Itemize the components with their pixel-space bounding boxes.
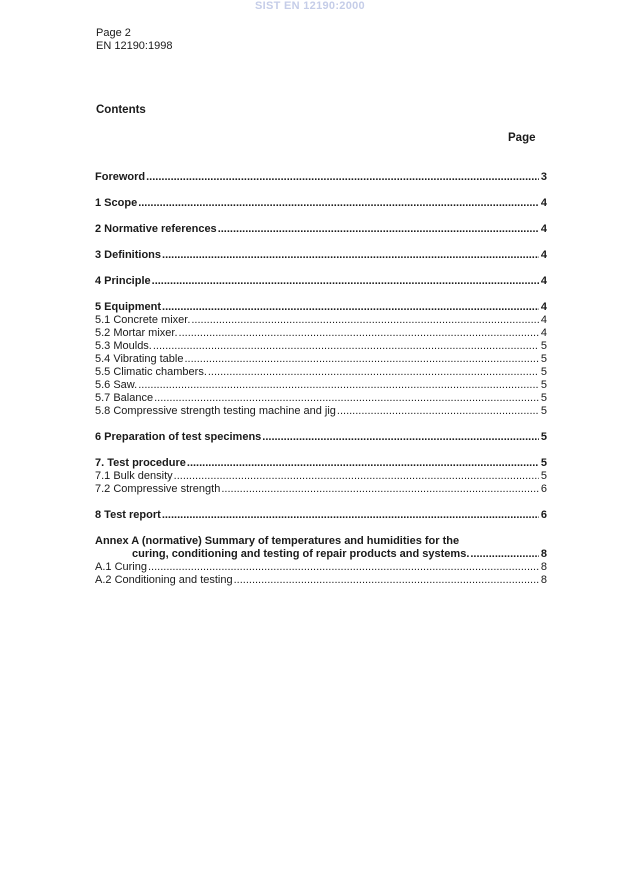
toc-label: 7. Test procedure xyxy=(95,457,186,469)
toc-page: 5 xyxy=(540,353,547,365)
toc-subentry[interactable] xyxy=(95,366,547,379)
table-of-contents xyxy=(95,171,547,587)
toc-page: 4 xyxy=(540,223,547,235)
toc-page: 5 xyxy=(540,340,547,352)
toc-subentry[interactable] xyxy=(95,574,547,587)
toc-page: 6 xyxy=(540,509,547,521)
toc-label: A.1 Curing xyxy=(95,561,147,573)
toc-page: 3 xyxy=(540,171,547,183)
toc-entry-equipment[interactable] xyxy=(95,301,547,314)
toc-label: 5.1 Concrete mixer. xyxy=(95,314,191,326)
toc-label: 7.1 Bulk density xyxy=(95,470,173,482)
toc-entry-definitions[interactable] xyxy=(95,249,547,262)
toc-entry-principle[interactable] xyxy=(95,275,547,288)
toc-label: 5.6 Saw. xyxy=(95,379,138,391)
toc-entry-preparation[interactable] xyxy=(95,431,547,444)
toc-page: 6 xyxy=(540,483,547,495)
toc-page: 5 xyxy=(540,379,547,391)
toc-subentry[interactable] xyxy=(95,392,547,405)
toc-page: 8 xyxy=(540,561,547,573)
toc-subentry[interactable] xyxy=(95,340,547,353)
toc-page: 4 xyxy=(540,197,547,209)
toc-page: 5 xyxy=(540,366,547,378)
toc-label: 5.4 Vibrating table xyxy=(95,353,184,365)
toc-page: 5 xyxy=(540,392,547,404)
toc-label: Foreword xyxy=(95,171,146,183)
toc-subentry[interactable] xyxy=(95,561,547,574)
toc-label: 5 Equipment xyxy=(95,301,162,313)
toc-page: 5 xyxy=(540,405,547,417)
toc-page: 5 xyxy=(540,431,547,443)
toc-label: 5.5 Climatic chambers. xyxy=(95,366,207,378)
toc-subentry[interactable] xyxy=(95,405,547,418)
toc-label: 5.7 Balance xyxy=(95,392,154,404)
toc-page: 8 xyxy=(540,574,547,586)
toc-page: 4 xyxy=(540,314,547,326)
toc-entry-annex-a-continued[interactable] xyxy=(95,548,547,561)
toc-label: 4 Principle xyxy=(95,275,151,287)
toc-page: 5 xyxy=(540,457,547,469)
toc-label: 3 Definitions xyxy=(95,249,162,261)
toc-subentry[interactable] xyxy=(95,470,547,483)
toc-entry-test-procedure[interactable] xyxy=(95,457,547,470)
toc-label: 5.8 Compressive strength testing machine and jig xyxy=(95,405,336,417)
toc-label: 7.2 Compressive strength xyxy=(95,483,221,495)
page-header xyxy=(96,27,172,53)
page-column-label: Page xyxy=(508,132,536,144)
toc-entry-scope[interactable] xyxy=(95,197,547,210)
toc-subentry[interactable] xyxy=(95,327,547,340)
watermark: SIST EN 12190:2000 xyxy=(255,0,365,12)
toc-entry-test-report[interactable] xyxy=(95,509,547,522)
toc-entry-foreword[interactable] xyxy=(95,171,547,184)
toc-label: 8 Test report xyxy=(95,509,161,521)
toc-label: curing, conditioning and testing of repair products and systems. xyxy=(132,548,470,560)
contents-title: Contents xyxy=(96,104,146,116)
toc-subentry[interactable] xyxy=(95,483,547,496)
page-number: Page 2 xyxy=(96,27,131,39)
toc-subentry[interactable] xyxy=(95,314,547,327)
toc-entry-normative-references[interactable] xyxy=(95,223,547,236)
toc-subentry[interactable] xyxy=(95,379,547,392)
toc-label: 6 Preparation of test specimens xyxy=(95,431,262,443)
toc-label: 1 Scope xyxy=(95,197,138,209)
standard-id: EN 12190:1998 xyxy=(96,40,173,52)
toc-page: 5 xyxy=(540,470,547,482)
toc-page: 8 xyxy=(540,548,547,560)
toc-entry-annex-a[interactable]: Annex A (normative) Summary of temperatures and humidities for the xyxy=(95,535,460,547)
toc-label: 2 Normative references xyxy=(95,223,217,235)
toc-subentry[interactable] xyxy=(95,353,547,366)
toc-label: 5.2 Mortar mixer. xyxy=(95,327,178,339)
toc-label: 5.3 Moulds. xyxy=(95,340,152,352)
toc-label: A.2 Conditioning and testing xyxy=(95,574,233,586)
toc-page: 4 xyxy=(540,275,547,287)
toc-page: 4 xyxy=(540,301,547,313)
toc-page: 4 xyxy=(540,327,547,339)
toc-page: 4 xyxy=(540,249,547,261)
